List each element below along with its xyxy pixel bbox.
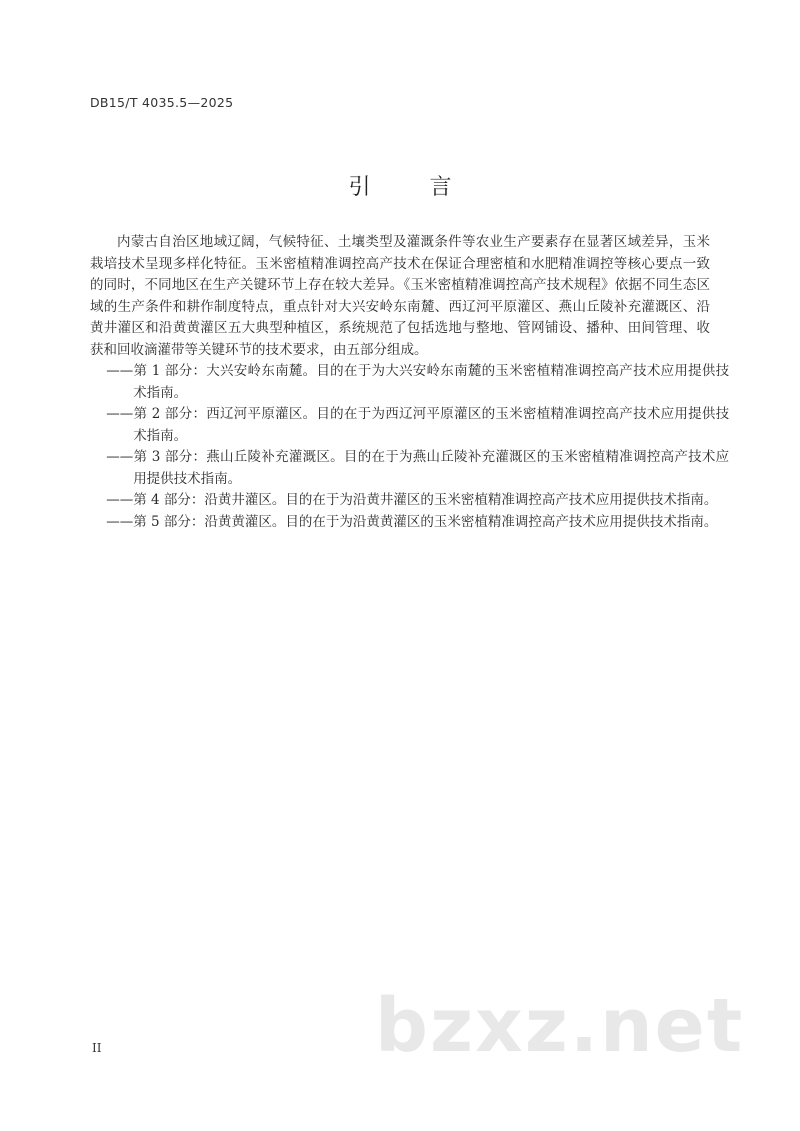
parts-list [90, 361, 730, 533]
part-item-1: ——第 1 部分：大兴安岭东南麓。目的在于为大兴安岭东南麓的玉米密植精准调控高产技术应用提供技术指南。 [106, 363, 730, 401]
site-watermark: bzxz.net [375, 983, 745, 1069]
intro-paragraph: 内蒙古自治区地域辽阔，气候特征、土壤类型及灌溉条件等农业生产要素存在显著区域差异，玉米栽培技术呈现多样化特征。玉米密植精准调控高产技术在保证合理密植和水肥精准调控等核心要点一致的同时，不同地区在生产关键环节上存在较大差异。《玉米密植精准调控高产技术规程》依据不同生态区域的生产条件和耕作制度特点，重点针对大兴安岭东南麓、西辽河平原灌区、燕山丘陵补充灌溉区、沿黄井灌区和沿黄黄灌区五大典型种植区，系统规范了包括选地与整地、管网铺设、播种、田间管理、收获和回收滴灌带等关键环节的技术要求，由五部分组成。 [90, 234, 710, 358]
document-body [90, 232, 730, 533]
page-number: II [92, 1041, 102, 1055]
part-item-5: ——第 5 部分：沿黄黄灌区。目的在于为沿黄黄灌区的玉米密植精准调控高产技术应用提供技术指南。 [106, 513, 718, 530]
part-item-4: ——第 4 部分：沿黄井灌区。目的在于为沿黄井灌区的玉米密植精准调控高产技术应用提供技术指南。 [106, 492, 718, 508]
part-item-2: ——第 2 部分：西辽河平原灌区。目的在于为西辽河平原灌区的玉米密植精准调控高产技术应用提供技术指南。 [106, 406, 730, 444]
page-title: 引 言 [348, 175, 478, 200]
part-item-3: ——第 3 部分：燕山丘陵补充灌溉区。目的在于为燕山丘陵补充灌溉区的玉米密植精准调控高产技术应用提供技术指南。 [106, 449, 730, 487]
document-code: DB15/T 4035.5—2025 [90, 95, 234, 110]
